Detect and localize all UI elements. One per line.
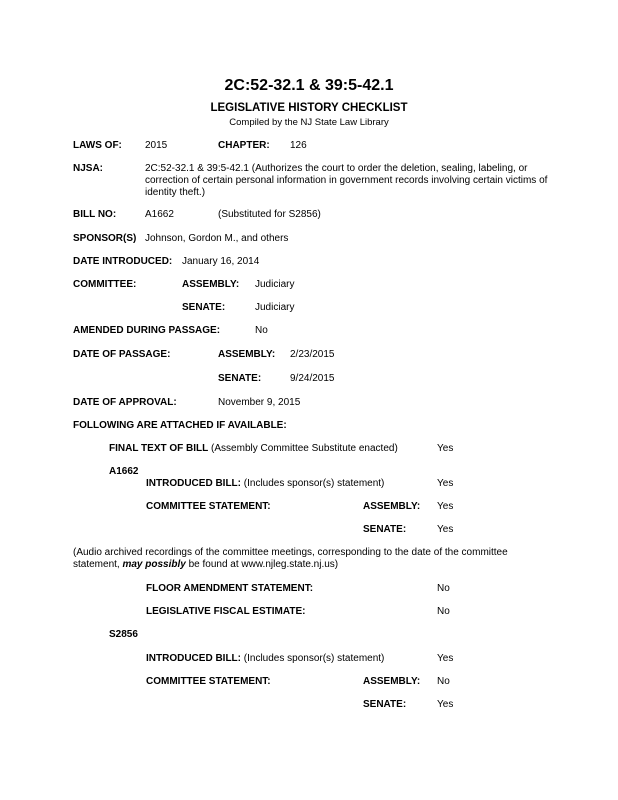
date-of-passage-label: DATE OF PASSAGE: bbox=[73, 349, 171, 360]
compiled-by: Compiled by the NJ State Law Library bbox=[229, 117, 389, 128]
njsa-line-1: 2C:52-32.1 & 39:5-42.1 (Authorizes the court to order the deletion, sealing, labeling, or bbox=[145, 163, 528, 174]
bill-a1662-heading: A1662 bbox=[109, 466, 139, 477]
a1662-senate-label: SENATE: bbox=[363, 524, 407, 535]
final-text-label: FINAL TEXT OF BILL bbox=[109, 443, 209, 454]
s2856-assembly-label: ASSEMBLY: bbox=[363, 676, 421, 687]
a1662-committee-label: COMMITTEE STATEMENT: bbox=[146, 501, 271, 512]
date-introduced-value: January 16, 2014 bbox=[182, 256, 260, 267]
chapter-label: CHAPTER: bbox=[218, 140, 270, 151]
final-text-note: (Assembly Committee Substitute enacted) bbox=[211, 443, 398, 454]
a1662-introduced-note: (Includes sponsor(s) statement) bbox=[243, 478, 385, 489]
sponsors-label: SPONSOR(S) bbox=[73, 233, 137, 244]
passage-assembly-value: 2/23/2015 bbox=[290, 349, 335, 360]
a1662-introduced-line bbox=[146, 478, 384, 490]
a1662-assembly-label: ASSEMBLY: bbox=[363, 501, 421, 512]
passage-assembly-label: ASSEMBLY: bbox=[218, 349, 276, 360]
date-introduced-label: DATE INTRODUCED: bbox=[73, 256, 173, 267]
fiscal-estimate-label: LEGISLATIVE FISCAL ESTIMATE: bbox=[146, 606, 306, 617]
njsa-line-3: identity theft.) bbox=[145, 187, 206, 198]
audio-note-text-a: statement, bbox=[73, 559, 123, 570]
committee-assembly-label: ASSEMBLY: bbox=[182, 279, 240, 290]
final-text-value: Yes bbox=[437, 443, 454, 454]
laws-of-label: LAWS OF: bbox=[73, 140, 122, 151]
s2856-committee-label: COMMITTEE STATEMENT: bbox=[146, 676, 271, 687]
s2856-senate-value: Yes bbox=[437, 699, 454, 710]
date-of-approval-label: DATE OF APPROVAL: bbox=[73, 397, 177, 408]
bill-s2856-heading: S2856 bbox=[109, 629, 138, 640]
floor-amendment-label: FLOOR AMENDMENT STATEMENT: bbox=[146, 583, 314, 594]
a1662-introduced-label: INTRODUCED BILL: bbox=[146, 478, 241, 489]
s2856-assembly-value: No bbox=[437, 676, 450, 687]
amended-value: No bbox=[255, 325, 268, 336]
njsa-line-2: correction of certain personal information in government records involving certain victims of bbox=[145, 175, 548, 186]
audio-note-text-c: be found at www.njleg.state.nj.us) bbox=[185, 559, 339, 570]
a1662-assembly-value: Yes bbox=[437, 501, 454, 512]
sponsors-value: Johnson, Gordon M., and others bbox=[145, 233, 289, 244]
s2856-introduced-note: (Includes sponsor(s) statement) bbox=[243, 653, 385, 664]
passage-senate-label: SENATE: bbox=[218, 373, 262, 384]
fiscal-estimate-value: No bbox=[437, 606, 450, 617]
s2856-introduced-label: INTRODUCED BILL: bbox=[146, 653, 241, 664]
date-of-approval-value: November 9, 2015 bbox=[218, 397, 301, 408]
audio-note-line-1: (Audio archived recordings of the committee meetings, corresponding to the date of the committee bbox=[73, 547, 508, 558]
a1662-introduced-value: Yes bbox=[437, 478, 454, 489]
bill-no-label: BILL NO: bbox=[73, 209, 117, 220]
committee-label: COMMITTEE: bbox=[73, 279, 137, 290]
document-title: 2C:52-32.1 & 39:5-42.1 bbox=[224, 77, 394, 94]
s2856-introduced-value: Yes bbox=[437, 653, 454, 664]
chapter-value: 126 bbox=[290, 140, 307, 151]
njsa-label: NJSA: bbox=[73, 163, 104, 174]
floor-amendment-value: No bbox=[437, 583, 450, 594]
document-subtitle: LEGISLATIVE HISTORY CHECKLIST bbox=[210, 102, 408, 114]
a1662-senate-value: Yes bbox=[437, 524, 454, 535]
laws-of-value: 2015 bbox=[145, 140, 168, 151]
s2856-introduced-line bbox=[146, 653, 384, 665]
following-heading: FOLLOWING ARE ATTACHED IF AVAILABLE: bbox=[73, 420, 287, 431]
passage-senate-value: 9/24/2015 bbox=[290, 373, 335, 384]
committee-senate-value: Judiciary bbox=[255, 302, 295, 313]
committee-assembly-value: Judiciary bbox=[255, 279, 295, 290]
committee-senate-label: SENATE: bbox=[182, 302, 226, 313]
audio-note-emphasis: may possibly bbox=[122, 559, 186, 570]
bill-no-note: (Substituted for S2856) bbox=[218, 209, 321, 220]
s2856-senate-label: SENATE: bbox=[363, 699, 407, 710]
audio-note-line-2 bbox=[73, 559, 338, 571]
final-text-line bbox=[109, 443, 398, 455]
amended-label: AMENDED DURING PASSAGE: bbox=[73, 325, 221, 336]
bill-no-value: A1662 bbox=[145, 209, 174, 220]
